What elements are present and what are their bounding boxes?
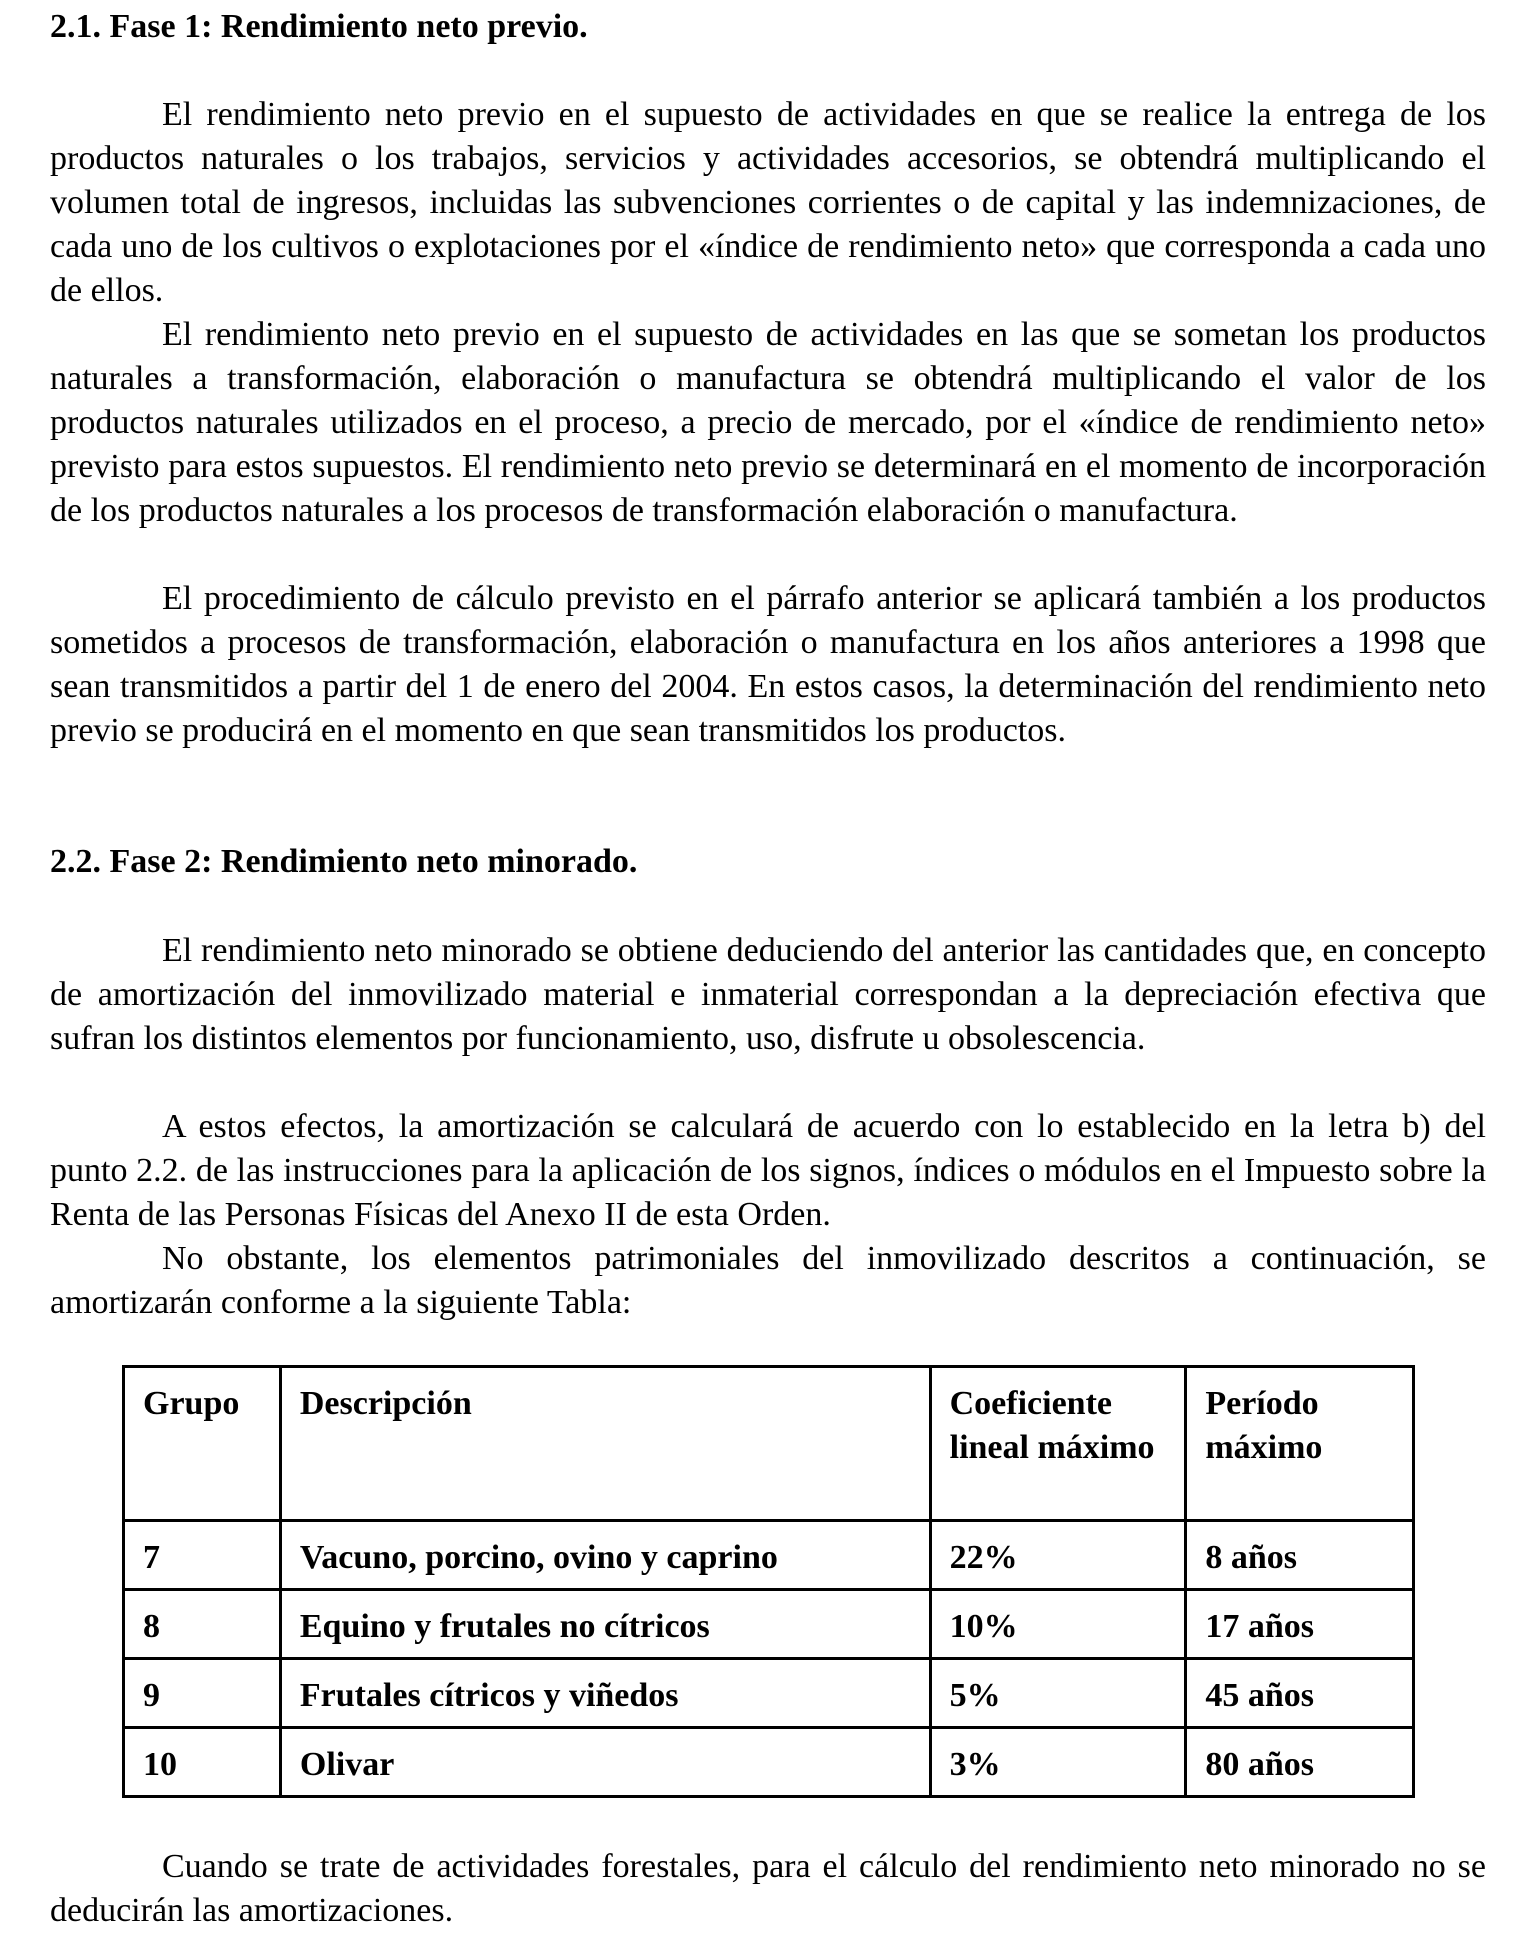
table-row [124,1659,1414,1728]
cell-grupo: 8 [124,1590,281,1659]
amortization-table [122,1365,1415,1798]
cell-descripcion: Equino y frutales no cítricos [280,1590,930,1659]
cell-periodo: 8 años [1186,1521,1414,1590]
table-row [124,1590,1414,1659]
cell-coeficiente: 3% [930,1728,1186,1797]
paragraph-procedimiento-calculo: El procedimiento de cálculo previsto en el párrafo anterior se aplicará también a los productos sometidos a procesos de transformación, elaboración o manufactura en los años anteriores a 1998 que sean transmitidos a partir del 1 de enero del 2004. En estos casos, la determinación del rendimiento neto previo se producirá en el momento en que sean transmitidos los productos. [50,580,1486,749]
paragraph-rendimiento-previo-transformacion: El rendimiento neto previo en el supuesto de actividades en las que se sometan los productos naturales a transformación, elaboración o manufactura se obtendrá multiplicando el valor de los productos naturales utilizados en el proceso, a precio de mercado, por el «índice de rendimiento neto» previsto para estos supuestos. El rendimiento neto previo se determinará en el momento de incorporación de los productos naturales a los procesos de transformación elaboración o manufactura. [50,316,1486,529]
cell-grupo: 7 [124,1521,281,1590]
cell-coeficiente: 5% [930,1659,1186,1728]
header-periodo: Período máximo [1186,1367,1414,1521]
table-header-row [124,1367,1414,1521]
table-row [124,1521,1414,1590]
cell-coeficiente: 22% [930,1521,1186,1590]
paragraph-rendimiento-minorado: El rendimiento neto minorado se obtiene deduciendo del anterior las cantidades que, en concepto de amortización del inmovilizado material e inmaterial correspondan a la depreciación efectiva que sufran los distintos elementos por funcionamiento, uso, disfrute u obsolescencia. [50,932,1486,1057]
cell-periodo: 17 años [1186,1590,1414,1659]
cell-grupo: 9 [124,1659,281,1728]
section-heading-fase-2: 2.2. Fase 2: Rendimiento neto minorado. [50,843,638,880]
paragraph-amortizacion-calculo: A estos efectos, la amortización se calculará de acuerdo con lo establecido en la letra b) del punto 2.2. de las instrucciones para la aplicación de los signos, índices o módulos en el Impuesto sobre la Renta de las Personas Físicas del Anexo II de esta Orden. [50,1108,1486,1233]
cell-descripcion: Vacuno, porcino, ovino y caprino [280,1521,930,1590]
cell-grupo: 10 [124,1728,281,1797]
section-heading-fase-1: 2.1. Fase 1: Rendimiento neto previo. [50,8,588,45]
cell-descripcion: Frutales cítricos y viñedos [280,1659,930,1728]
cell-descripcion: Olivar [280,1728,930,1797]
cell-periodo: 80 años [1186,1728,1414,1797]
cell-coeficiente: 10% [930,1590,1186,1659]
cell-periodo: 45 años [1186,1659,1414,1728]
header-descripcion: Descripción [280,1367,930,1521]
header-grupo: Grupo [124,1367,281,1521]
paragraph-actividades-forestales: Cuando se trate de actividades forestales, para el cálculo del rendimiento neto minorado no se deducirán las amortizaciones. [50,1848,1486,1929]
table-row [124,1728,1414,1797]
paragraph-rendimiento-previo-entrega: El rendimiento neto previo en el supuesto de actividades en que se realice la entrega de los productos naturales o los trabajos, servicios y actividades accesorios, se obtendrá multiplicando el volumen total de ingresos, incluidas las subvenciones corrientes o de capital y las indemnizaciones, de cada uno de los cultivos o explotaciones por el «índice de rendimiento neto» que corresponda a cada uno de ellos. [50,96,1486,309]
header-coeficiente: Coeficiente lineal máximo [930,1367,1186,1521]
paragraph-no-obstante: No obstante, los elementos patrimoniales del inmovilizado descritos a continuación, se amortizarán conforme a la siguiente Tabla: [50,1240,1486,1321]
